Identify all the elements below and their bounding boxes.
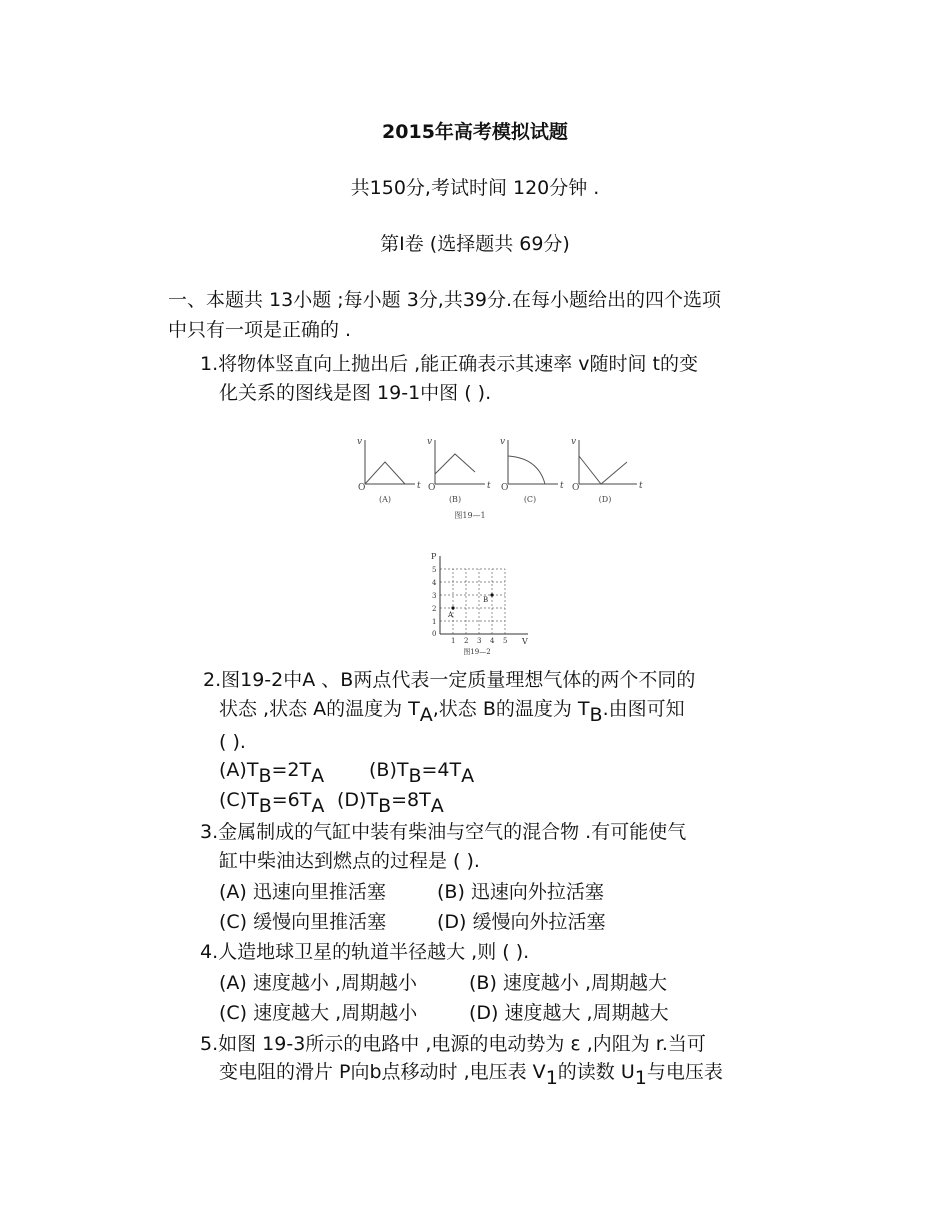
q3-option-b: (B) 迅速向外拉活塞 [437,881,604,903]
q2-option-a: $(A)T_B=2T_A$ [219,759,325,787]
v-label-d: v [571,437,577,447]
graph-line-d [579,456,627,484]
figure-19-2-caption: 图19—2 [463,648,491,656]
v-label-c: v [500,437,506,447]
data-point-b [490,593,493,596]
panel-label-c: (C) [523,495,537,504]
q5-line2: 变电阻的滑片 P向b点移动时 ,电压表 $V_1$的读数 $U_1$与电压表 [219,1061,723,1089]
q2-option-d: $(D)T_B=8T_A$ [337,789,444,817]
v-label-a: v [357,437,363,447]
t-label-c: t [560,481,564,491]
panel-b [435,440,485,484]
panel-a [365,440,415,484]
q2-line1: 2.图19-2中A 、B两点代表一定质量理想气体的两个不同的 [203,669,696,691]
v-axis-label: V [522,637,528,646]
section-heading: 第Ⅰ卷 (选择题共 69分) [380,233,570,255]
q4-line1: 4.人造地球卫星的轨道半径越大 ,则 ( ). [200,941,530,963]
x-tick-label: 3 [477,637,482,645]
x-tick-label: 2 [464,637,469,645]
y-tick-label: 5 [432,566,437,574]
graph-line-c [508,456,545,484]
t-label-d: t [639,481,643,491]
q2-option-b: $(B)T_B=4T_A$ [369,759,475,787]
panel-label-a: (A) [378,495,392,504]
data-point-a [451,606,454,609]
q4-option-c: (C) 速度越大 ,周期越小 [219,1002,418,1024]
q2-line2: 状态 ,状态 A的温度为 $T_A$,状态 B的温度为 $T_B$.由图可知 [219,698,685,726]
chart-grid [440,569,505,634]
x-tick-label: 1 [451,637,456,645]
q4-option-b: (B) 速度越小 ,周期越大 [469,972,667,994]
y-tick-label: 2 [432,605,437,613]
t-label-b: t [487,481,491,491]
figure-19-2 [425,550,535,660]
q3-line2: 缸中柴油达到燃点的过程是 ( ). [219,850,480,872]
point-label-b: B [483,596,489,604]
q3-line1: 3.金属制成的气缸中装有柴油与空气的混合物 .有可能使气 [200,821,687,843]
instructions-line1: 一、本题共 13小题 ;每小题 3分,共39分.在每小题给出的四个选项 [168,289,722,311]
panel-d [579,440,637,484]
q1-line1: 1.将物体竖直向上抛出后 ,能正确表示其速率 v随时间 t的变 [200,353,698,375]
panel-c [508,440,558,484]
x-tick-label: 4 [490,637,495,645]
q5-line1: 5.如图 19-3所示的电路中 ,电源的电动势为 ε ,内阻为 r.当可 [200,1033,706,1055]
origin-c: O [501,483,509,493]
y-tick-label: 1 [432,618,437,626]
figure-19-1-caption: 图19—1 [454,511,486,520]
p-axis-label: P [431,552,437,561]
q2-line3: ( ). [219,731,246,753]
origin-d: O [572,483,580,493]
panel-label-d: (D) [598,495,612,504]
y-tick-label: 4 [432,579,437,587]
panel-label-b: (B) [448,495,462,504]
exam-info: 共150分,考试时间 120分钟 . [350,177,600,199]
figure-19-1 [355,432,645,522]
q2-option-c: $(C)T_B=6T_A$ [219,789,325,817]
origin-a: O [358,483,366,493]
x-tick-label: 5 [503,637,508,645]
origin-b: O [428,483,436,493]
graph-line-a [365,462,405,484]
q1-line2: 化关系的图线是图 19-1中图 ( ). [219,382,492,404]
q3-option-d: (D) 缓慢向外拉活塞 [437,911,606,933]
page-title: 2015年高考模拟试题 [382,121,568,143]
point-label-a: A [448,611,454,619]
graph-line-b [435,454,475,474]
y-tick-label: 3 [432,592,437,600]
q4-option-a: (A) 速度越小 ,周期越小 [219,972,417,994]
q3-option-c: (C) 缓慢向里推活塞 [219,911,387,933]
origin-label: 0 [432,630,437,638]
q4-option-d: (D) 速度越大 ,周期越大 [469,1002,669,1024]
v-label-b: v [427,437,433,447]
q3-option-a: (A) 迅速向里推活塞 [219,881,386,903]
t-label-a: t [417,481,421,491]
instructions-line2: 中只有一项是正确的 . [168,319,352,341]
